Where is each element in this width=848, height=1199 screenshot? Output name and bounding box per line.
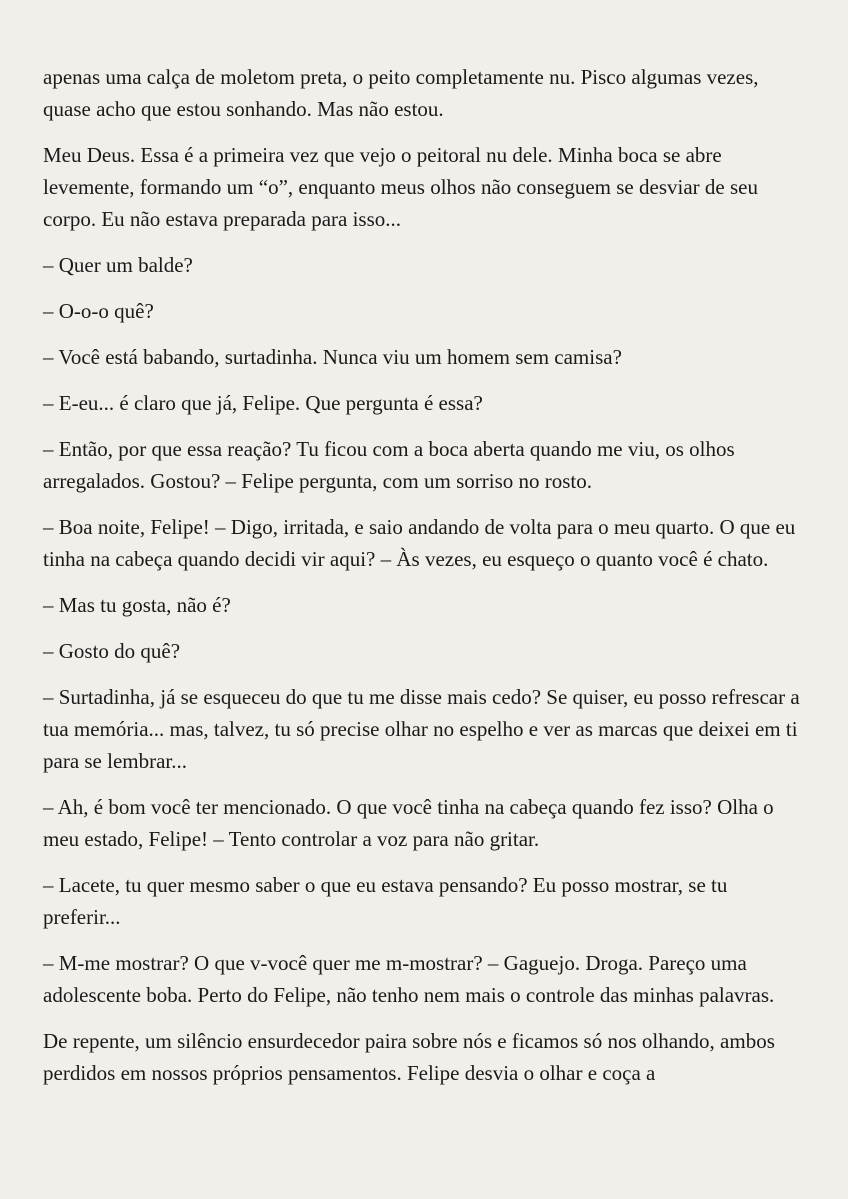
paragraph: apenas uma calça de moletom preta, o peito completamente nu. Pisco algumas vezes, quase acho que estou sonhando. Mas não estou.: [43, 65, 759, 121]
dialogue-line: – Então, por que essa reação? Tu ficou com a boca aberta quando me viu, os olhos arregalados. Gostou? – Felipe pergunta, com um sorriso no rosto.: [43, 437, 735, 493]
dialogue-line: – E-eu... é claro que já, Felipe. Que pergunta é essa?: [43, 391, 483, 415]
dialogue-line: – Lacete, tu quer mesmo saber o que eu estava pensando? Eu posso mostrar, se tu preferir...: [43, 873, 728, 929]
dialogue-line: – Surtadinha, já se esqueceu do que tu me disse mais cedo? Se quiser, eu posso refrescar a tua memória... mas, talvez, tu só precise olhar no espelho e ver as marcas que deixei em ti para se lembrar...: [43, 685, 800, 773]
dialogue-line: – O-o-o quê?: [43, 299, 154, 323]
dialogue-line: – Mas tu gosta, não é?: [43, 593, 231, 617]
dialogue-line: – Você está babando, surtadinha. Nunca viu um homem sem camisa?: [43, 345, 622, 369]
dialogue-line: – Quer um balde?: [43, 253, 193, 277]
dialogue-line: – Boa noite, Felipe! – Digo, irritada, e saio andando de volta para o meu quarto. O que eu tinha na cabeça quando decidi vir aqui? – Às vezes, eu esqueço o quanto você é chato.: [43, 515, 796, 571]
dialogue-line: – M-me mostrar? O que v-você quer me m-mostrar? – Gaguejo. Droga. Pareço uma adolescente boba. Perto do Felipe, não tenho nem mais o controle das minhas palavras.: [43, 951, 775, 1007]
dialogue-line: – Gosto do quê?: [43, 639, 181, 663]
paragraph: Meu Deus. Essa é a primeira vez que vejo o peitoral nu dele. Minha boca se abre levemente, formando um “o”, enquanto meus olhos não conseguem se desviar de seu corpo. Eu não estava preparada para isso...: [43, 143, 758, 231]
dialogue-line: – Ah, é bom você ter mencionado. O que você tinha na cabeça quando fez isso? Olha o meu estado, Felipe! – Tento controlar a voz para não gritar.: [43, 795, 774, 851]
paragraph: De repente, um silêncio ensurdecedor paira sobre nós e ficamos só nos olhando, ambos perdidos em nossos próprios pensamentos. Felipe desvia o olhar e coça a: [43, 1029, 775, 1085]
